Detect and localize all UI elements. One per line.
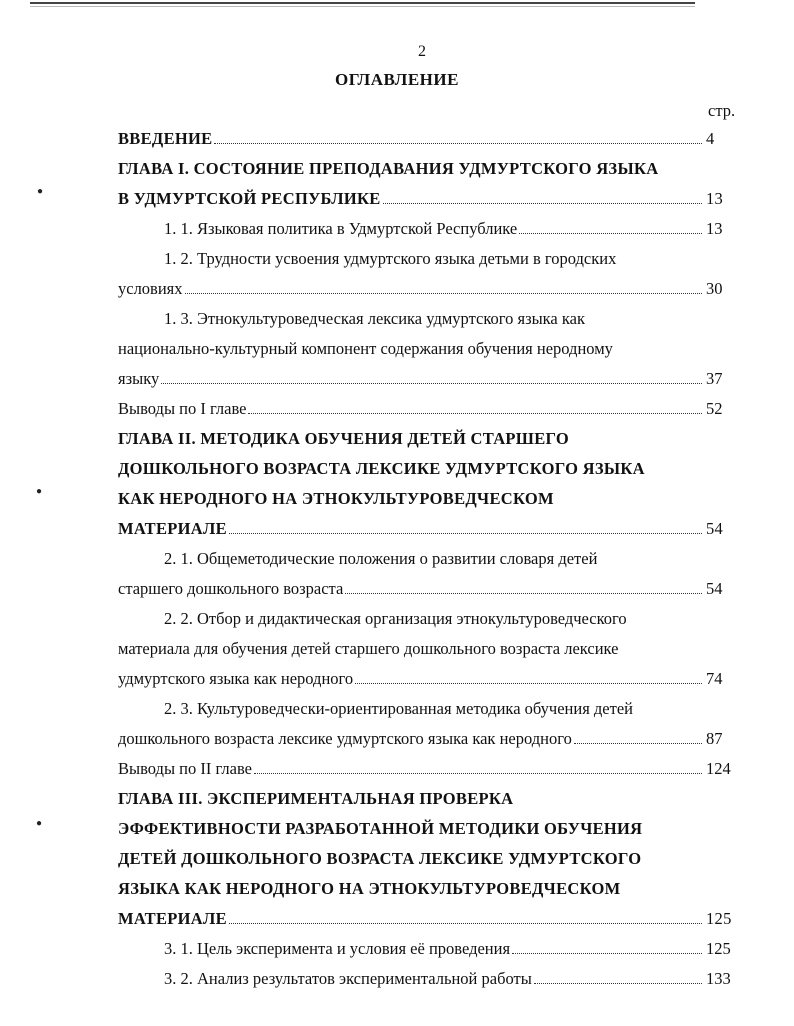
- top-rule-thin: [30, 6, 695, 7]
- toc-entry-intro[interactable]: ВВЕДЕНИЕ 4: [118, 127, 736, 151]
- toc-page: 125: [706, 939, 731, 958]
- toc-conclusions-1[interactable]: Выводы по I главе 52: [118, 397, 736, 421]
- toc-section-1-3-line2[interactable]: национально-культурный компонент содержания обучения неродному: [118, 339, 613, 358]
- toc-page: 54: [706, 579, 723, 598]
- margin-mark: ●: [37, 186, 44, 197]
- margin-mark: ●: [36, 486, 43, 497]
- toc-section-2-2-line3[interactable]: удмуртского языка как неродного 74: [118, 667, 736, 691]
- toc-section-1-2-line2[interactable]: условиях 30: [118, 277, 736, 301]
- toc-section-3-1[interactable]: 3. 1. Цель эксперимента и условия её проведения 125: [164, 937, 736, 961]
- toc-section-2-2-line1[interactable]: 2. 2. Отбор и дидактическая организация этнокультуроведческого: [164, 609, 627, 628]
- page-title: ОГЛАВЛЕНИЕ: [335, 70, 459, 89]
- top-rule: [30, 2, 695, 4]
- toc-chapter2-line1[interactable]: ГЛАВА II. МЕТОДИКА ОБУЧЕНИЯ ДЕТЕЙ СТАРШЕГО: [118, 429, 570, 448]
- toc-chapter1-line2[interactable]: В УДМУРТСКОЙ РЕСПУБЛИКЕ 13: [118, 187, 736, 211]
- toc-page: 124: [706, 759, 731, 778]
- toc-section-3-2[interactable]: 3. 2. Анализ результатов экспериментальной работы 133: [164, 967, 736, 991]
- toc-conclusions-2[interactable]: Выводы по II главе 124: [118, 757, 736, 781]
- toc-section-2-3-line2[interactable]: дошкольного возраста лексике удмуртского языка как неродного 87: [118, 727, 736, 751]
- toc-section-2-2-line2[interactable]: материала для обучения детей старшего дошкольного возраста лексике: [118, 639, 619, 658]
- toc-chapter1-line1[interactable]: ГЛАВА I. СОСТОЯНИЕ ПРЕПОДАВАНИЯ УДМУРТСКОГО ЯЗЫКА: [118, 159, 659, 178]
- toc-page: 4: [706, 129, 715, 148]
- toc-chapter3-line1[interactable]: ГЛАВА III. ЭКСПЕРИМЕНТАЛЬНАЯ ПРОВЕРКА: [118, 789, 514, 808]
- toc-section-2-1-line1[interactable]: 2. 1. Общеметодические положения о развитии словаря детей: [164, 549, 598, 568]
- toc-section-2-3-line1[interactable]: 2. 3. Культуроведчески-ориентированная методика обучения детей: [164, 699, 633, 718]
- page-number: 2: [418, 43, 426, 60]
- margin-mark: ●: [36, 818, 43, 829]
- toc-page: 133: [706, 969, 731, 988]
- toc-chapter2-line4[interactable]: МАТЕРИАЛЕ 54: [118, 517, 736, 541]
- toc-page: 74: [706, 669, 723, 688]
- toc-page: 30: [706, 279, 723, 298]
- pages-column-label: стр.: [708, 101, 736, 120]
- toc-section-1-3-line1[interactable]: 1. 3. Этнокультуроведческая лексика удмуртского языка как: [164, 309, 585, 328]
- toc-page: 54: [706, 519, 724, 538]
- toc-chapter2-line3[interactable]: КАК НЕРОДНОГО НА ЭТНОКУЛЬТУРОВЕДЧЕСКОМ: [118, 489, 554, 508]
- toc-page: 125: [706, 909, 732, 928]
- toc-chapter2-line2[interactable]: ДОШКОЛЬНОГО ВОЗРАСТА ЛЕКСИКЕ УДМУРТСКОГО ЯЗЫКА: [118, 459, 645, 478]
- toc-chapter3-line2[interactable]: ЭФФЕКТИВНОСТИ РАЗРАБОТАННОЙ МЕТОДИКИ ОБУЧЕНИЯ: [118, 819, 643, 838]
- toc-section-1-2-line1[interactable]: 1. 2. Трудности усвоения удмуртского языка детьми в городских: [164, 249, 617, 268]
- toc-page: 52: [706, 399, 723, 418]
- toc-chapter3-line4[interactable]: ЯЗЫКА КАК НЕРОДНОГО НА ЭТНОКУЛЬТУРОВЕДЧЕСКОМ: [118, 879, 621, 898]
- toc-section-2-1-line2[interactable]: старшего дошкольного возраста 54: [118, 577, 736, 601]
- toc-chapter3-line5[interactable]: МАТЕРИАЛЕ 125: [118, 907, 736, 931]
- toc-page: 87: [706, 729, 723, 748]
- toc-page: 13: [706, 219, 723, 238]
- toc-chapter3-line3[interactable]: ДЕТЕЙ ДОШКОЛЬНОГО ВОЗРАСТА ЛЕКСИКЕ УДМУРТСКОГО: [118, 849, 642, 868]
- toc-section-1-3-line3[interactable]: языку 37: [118, 367, 736, 391]
- toc-page: 37: [706, 369, 723, 388]
- toc-section-1-1[interactable]: 1. 1. Языковая политика в Удмуртской Республике 13: [164, 217, 736, 241]
- toc-page: 13: [706, 189, 724, 208]
